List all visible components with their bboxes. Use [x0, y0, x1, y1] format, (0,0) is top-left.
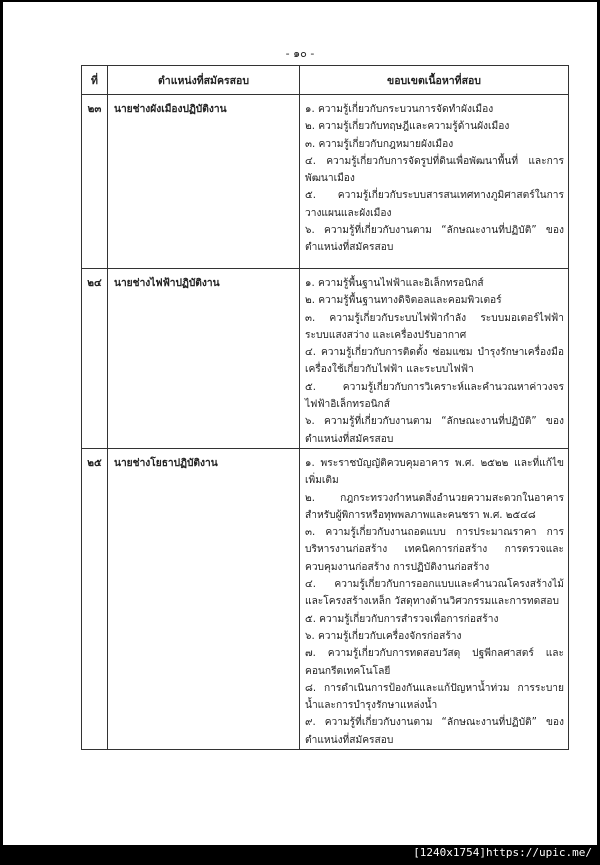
scope-item: ๔. ความรู้เกี่ยวกับการจัดรูปที่ดินเพื่อพัฒนาพื้นที่ และการพัฒนาเมือง [305, 155, 564, 185]
scope-list [300, 448, 569, 749]
scope-item: ๘. การดำเนินการป้องกันและแก้ปัญหาน้ำท่วม การระบายน้ำและการบำรุงรักษาแหล่งน้ำ [305, 682, 564, 712]
exam-scope-table [81, 65, 569, 750]
scope-item: ๗. ความรู้เกี่ยวกับการทดสอบวัสดุ ปฐพีกลศาสตร์ และคอนกรีตเทคโนโลยี [305, 648, 564, 677]
scope-item: ๖. ความรู้ที่เกี่ยวกับงานตาม “ลักษณะงานที่ปฏิบัติ” ของตำแหน่งที่สมัครสอบ [305, 416, 564, 445]
scope-item: ๓. ความรู้เกี่ยวกับระบบไฟฟ้ากำลัง ระบบมอเตอร์ไฟฟ้า ระบบแสงสว่าง และเครื่องปรับอากาศ [305, 312, 564, 341]
scope-item: ๖. ความรู้ที่เกี่ยวกับงานตาม “ลักษณะงานที่ปฏิบัติ” ของตำแหน่งที่สมัครสอบ [305, 225, 564, 254]
scope-item: ๒. ความรู้พื้นฐานทางดิจิตอลและคอมพิวเตอร์ [305, 295, 502, 307]
table-row [82, 269, 569, 449]
position-name: นายช่างโยธาปฏิบัติงาน [108, 448, 300, 749]
document-page [3, 2, 597, 845]
scope-item: ๑. พระราชบัญญัติควบคุมอาคาร พ.ศ. ๒๕๒๒ และที่แก้ไขเพิ่มเติม [305, 457, 564, 487]
row-number: ๒๔ [82, 269, 108, 449]
scope-item: ๕. ความรู้เกี่ยวกับการสำรวจเพื่อการก่อสร้าง [305, 613, 499, 625]
scope-item: ๖. ความรู้เกี่ยวกับเครื่องจักรก่อสร้าง [305, 630, 462, 642]
scope-list [300, 95, 569, 269]
page-number: - ๑๐ - [285, 47, 315, 60]
table-row [82, 95, 569, 269]
scope-item: ๓. ความรู้เกี่ยวกับงานถอดแบบ การประมาณราคา การบริหารงานก่อสร้าง เทคนิคการก่อสร้าง การตรวจและควบคุมงานก่อสร้าง การปฏิบัติงานก่อสร้าง [305, 527, 564, 573]
header-no: ที่ [82, 66, 108, 95]
table-header-row [82, 66, 569, 95]
scope-item: ๑. ความรู้เกี่ยวกับกระบวนการจัดทำผังเมือง [305, 104, 494, 115]
scope-list [300, 269, 569, 449]
scope-item: ๔. ความรู้เกี่ยวกับการติดตั้ง ซ่อมแซม บำรุงรักษาเครื่องมือเครื่องใช้เกี่ยวกับไฟฟ้า และระบบไฟฟ้า [305, 347, 564, 376]
row-number: ๒๕ [82, 448, 108, 749]
header-scope: ขอบเขตเนื้อหาที่สอบ [300, 66, 569, 95]
scope-item: ๑. ความรู้พื้นฐานไฟฟ้าและอิเล็กทรอนิกส์ [305, 278, 484, 289]
watermark: [1240x1754]https://upic.me/ [413, 846, 592, 859]
header-position: ตำแหน่งที่สมัครสอบ [108, 66, 300, 95]
scope-item: ๒. ความรู้เกี่ยวกับทฤษฎีและความรู้ด้านผังเมือง [305, 121, 510, 133]
position-name: นายช่างไฟฟ้าปฏิบัติงาน [108, 269, 300, 449]
scope-item: ๔. ความรู้เกี่ยวกับการออกแบบและคำนวณโครงสร้างไม้และโครงสร้างเหล็ก วัสดุทางด้านวิศวกรรมและการทดสอบ [305, 579, 564, 608]
scope-item: ๓. ความรู้เกี่ยวกับกฎหมายผังเมือง [305, 138, 454, 150]
scope-item: ๕. ความรู้เกี่ยวกับระบบสารสนเทศทางภูมิศาสตร์ในการวางแผนและผังเมือง [305, 190, 564, 219]
scope-item: ๒. กฎกระทรวงกำหนดสิ่งอำนวยความสะดวกในอาคารสำหรับผู้พิการหรือทุพพลภาพและคนชรา พ.ศ. ๒๕๔๘ [305, 492, 564, 521]
position-name: นายช่างผังเมืองปฏิบัติงาน [108, 95, 300, 269]
table-row [82, 448, 569, 749]
scope-item: ๙. ความรู้ที่เกี่ยวกับงานตาม “ลักษณะงานที่ปฏิบัติ” ของตำแหน่งที่สมัครสอบ [305, 717, 564, 746]
scope-item: ๕. ความรู้เกี่ยวกับการวิเคราะห์และคำนวณหาค่าวงจรไฟฟ้าอิเล็กทรอนิกส์ [305, 381, 564, 411]
row-number: ๒๓ [82, 95, 108, 269]
